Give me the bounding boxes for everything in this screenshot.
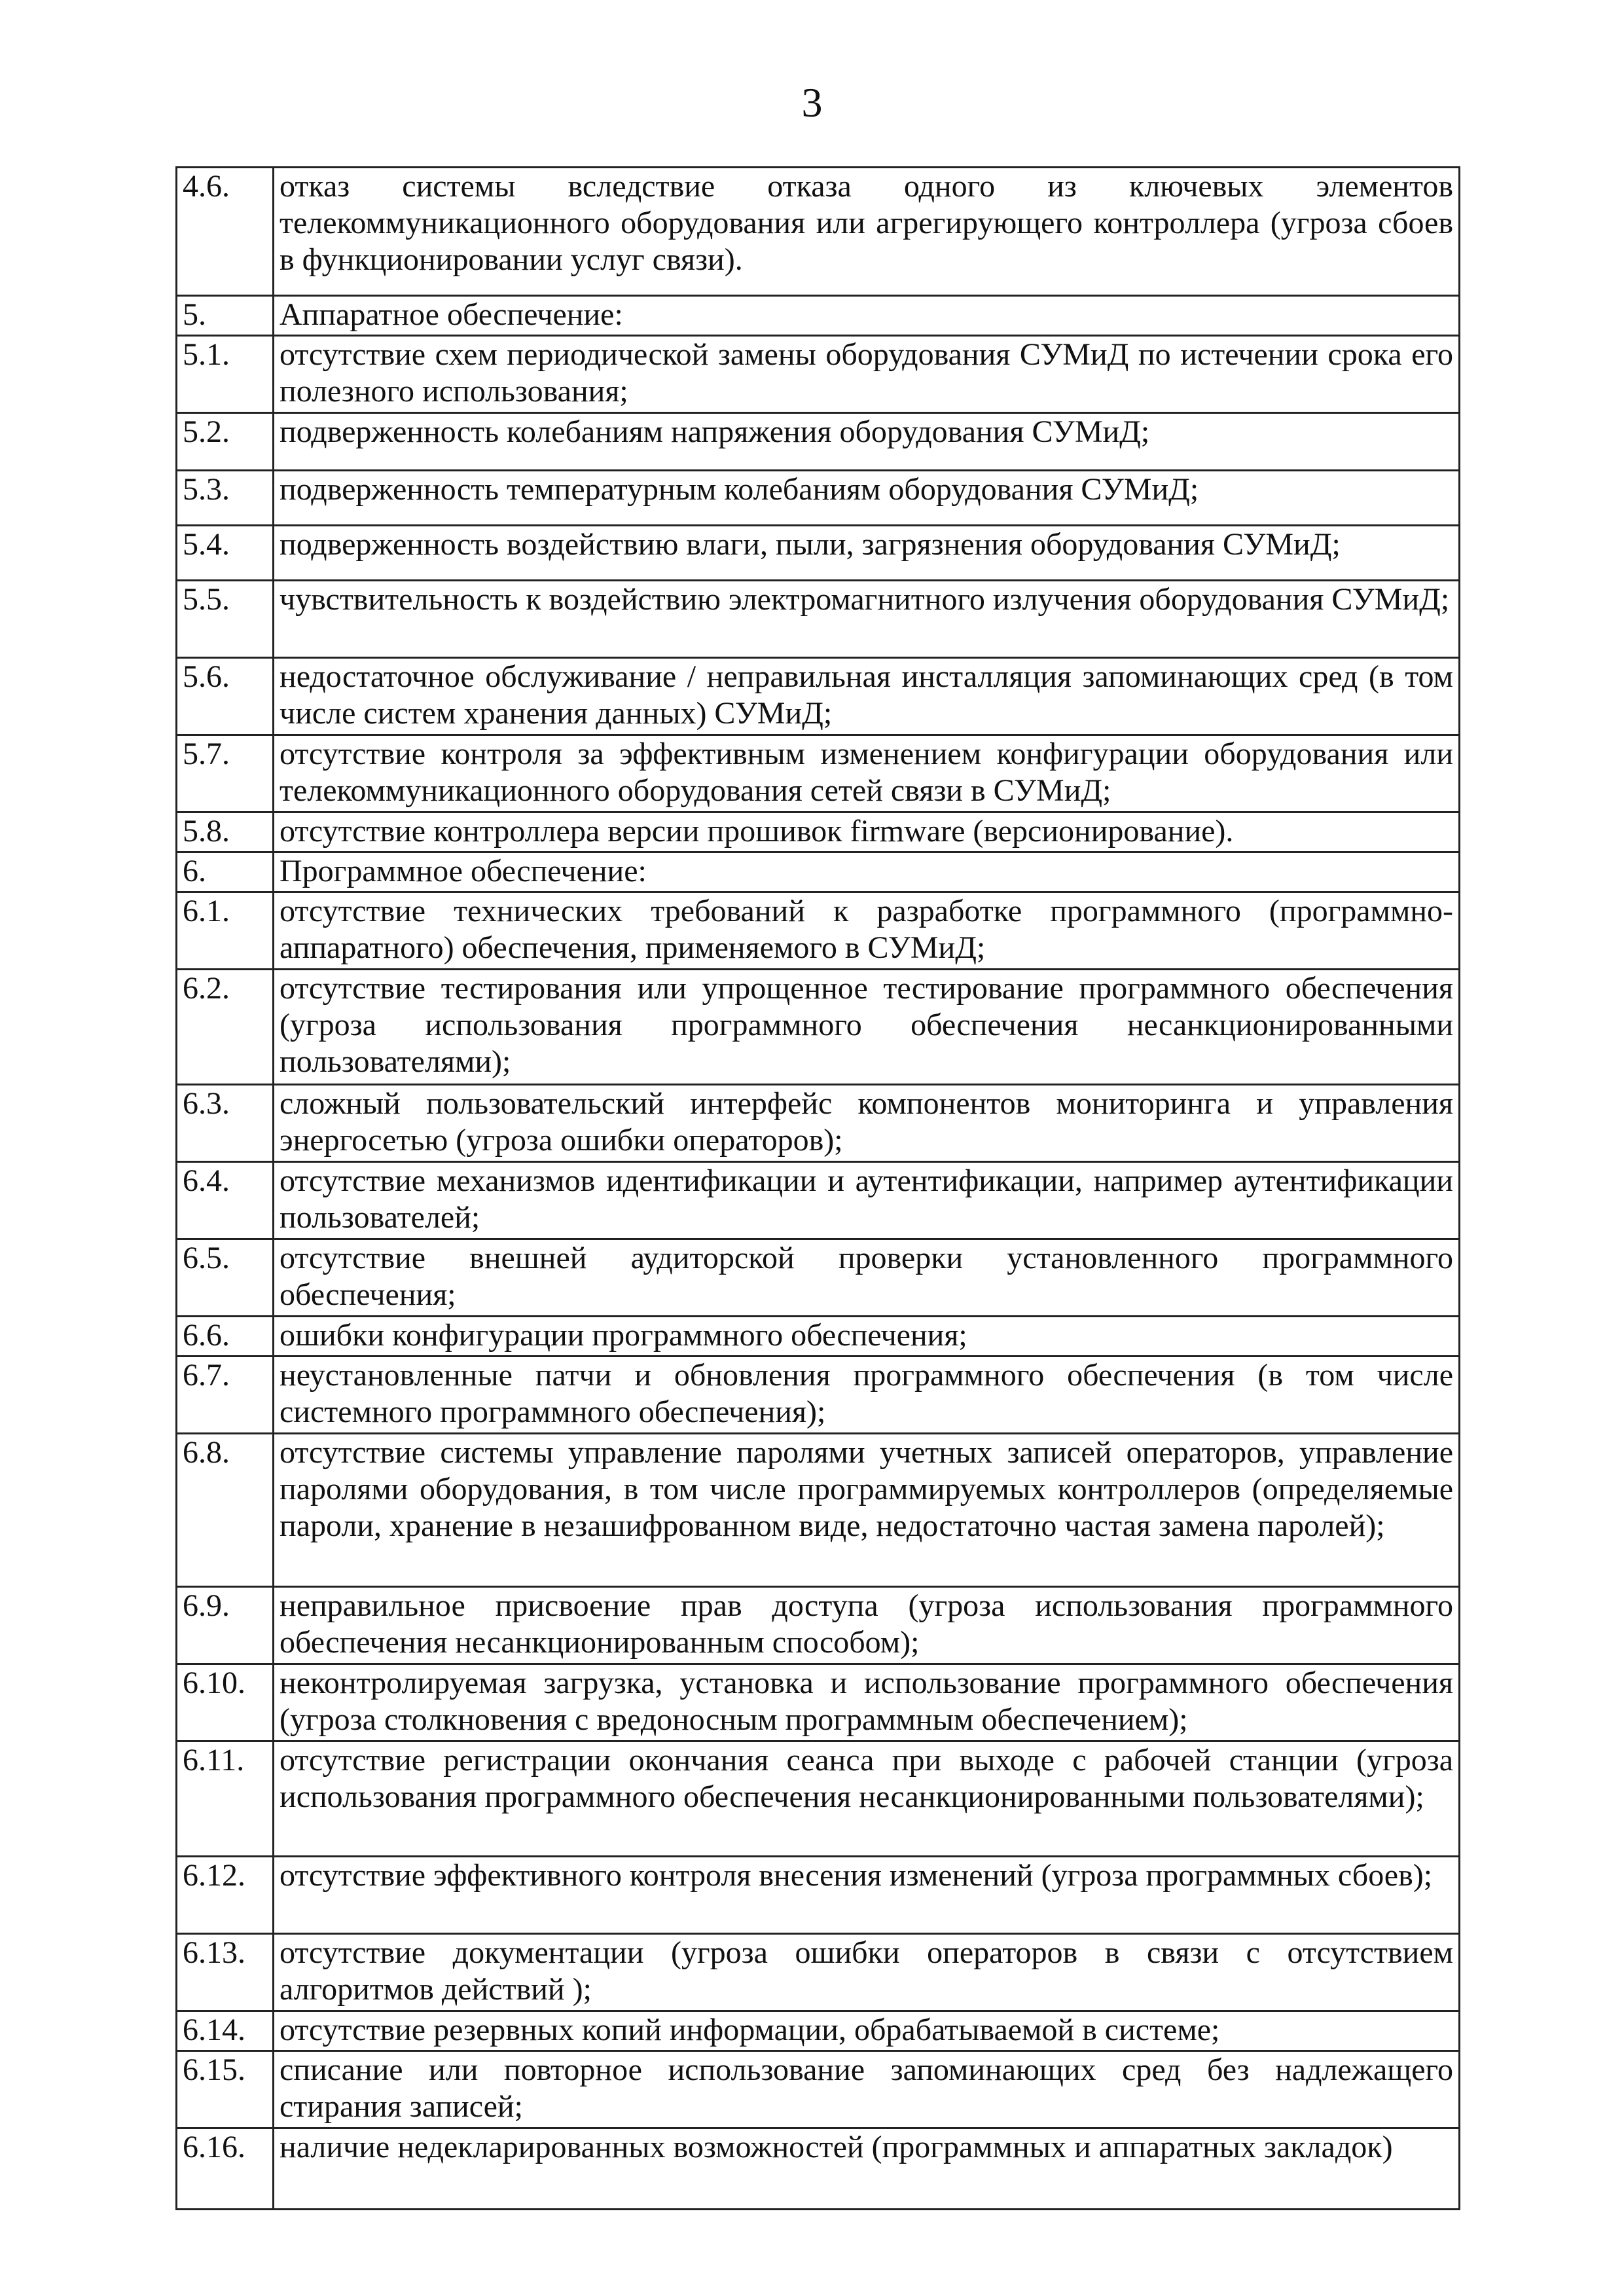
row-text: отсутствие тестирования или упрощенное тестирование программного обеспечения (угроза использования программного обеспечения несанкционированными пользователями); bbox=[274, 970, 1460, 1085]
row-number: 5.7. bbox=[177, 735, 274, 812]
row-number: 6.12. bbox=[177, 1857, 274, 1934]
row-text: наличие недекларированных возможностей (программных и аппаратных закладок) bbox=[274, 2128, 1460, 2210]
row-number: 6.11. bbox=[177, 1741, 274, 1857]
row-text: неконтролируемая загрузка, установка и использование программного обеспечения (угроза столкновения с вредоносным программным обеспечением); bbox=[274, 1664, 1460, 1741]
row-text: отсутствие документации (угроза ошибки операторов в связи с отсутствием алгоритмов действий ); bbox=[274, 1934, 1460, 2011]
row-text: подверженность воздействию влаги, пыли, загрязнения оборудования СУМиД; bbox=[274, 526, 1460, 581]
table-row bbox=[177, 2011, 1460, 2051]
table-row bbox=[177, 2128, 1460, 2210]
table-row bbox=[177, 296, 1460, 336]
table-row bbox=[177, 526, 1460, 581]
row-text: отказ системы вследствие отказа одного из ключевых элементов телекоммуникационного оборудования или агрегирующего контроллера (угроза сбоев в функционировании услуг связи). bbox=[274, 168, 1460, 296]
row-text: отсутствие внешней аудиторской проверки установленного программного обеспечения; bbox=[274, 1239, 1460, 1317]
table-row bbox=[177, 892, 1460, 970]
row-number: 6.7. bbox=[177, 1357, 274, 1434]
row-number: 6.14. bbox=[177, 2011, 274, 2051]
row-number: 5.6. bbox=[177, 658, 274, 735]
row-number: 6.4. bbox=[177, 1162, 274, 1239]
row-number: 6.16. bbox=[177, 2128, 274, 2210]
table-row bbox=[177, 735, 1460, 812]
row-number: 5.1. bbox=[177, 336, 274, 413]
table-row bbox=[177, 1357, 1460, 1434]
row-number: 6.13. bbox=[177, 1934, 274, 2011]
row-text: Аппаратное обеспечение: bbox=[274, 296, 1460, 336]
page-number: 3 bbox=[801, 79, 823, 126]
row-text: отсутствие контроллера версии прошивок firmware (версионирование). bbox=[274, 812, 1460, 852]
row-text: подверженность температурным колебаниям оборудования СУМиД; bbox=[274, 471, 1460, 526]
row-text: отсутствие системы управление паролями учетных записей операторов, управление паролями оборудования, в том числе программируемых контроллеров (определяемые пароли, хранение в незашифрованном виде, недостаточно частая замена паролей); bbox=[274, 1434, 1460, 1587]
row-text: неправильное присвоение прав доступа (угроза использования программного обеспечения несанкционированным способом); bbox=[274, 1587, 1460, 1664]
table-row bbox=[177, 336, 1460, 413]
table-body bbox=[177, 168, 1460, 2210]
table-row bbox=[177, 812, 1460, 852]
row-number: 6.15. bbox=[177, 2051, 274, 2128]
row-text: отсутствие регистрации окончания сеанса при выходе с рабочей станции (угроза использования программного обеспечения несанкционированными пользователями); bbox=[274, 1741, 1460, 1857]
row-number: 6.1. bbox=[177, 892, 274, 970]
row-text: отсутствие эффективного контроля внесения изменений (угроза программных сбоев); bbox=[274, 1857, 1460, 1934]
row-number: 5. bbox=[177, 296, 274, 336]
table-row bbox=[177, 1587, 1460, 1664]
row-number: 5.5. bbox=[177, 581, 274, 658]
row-text: ошибки конфигурации программного обеспечения; bbox=[274, 1317, 1460, 1357]
row-text: сложный пользовательский интерфейс компонентов мониторинга и управления энергосетью (угроза ошибки операторов); bbox=[274, 1085, 1460, 1162]
table-row bbox=[177, 1434, 1460, 1587]
row-number: 5.2. bbox=[177, 413, 274, 471]
row-text: чувствительность к воздействию электромагнитного излучения оборудования СУМиД; bbox=[274, 581, 1460, 658]
table-row bbox=[177, 1664, 1460, 1741]
row-text: списание или повторное использование запоминающих сред без надлежащего стирания записей; bbox=[274, 2051, 1460, 2128]
table-row bbox=[177, 1317, 1460, 1357]
table-row bbox=[177, 658, 1460, 735]
row-number: 6.2. bbox=[177, 970, 274, 1085]
row-text: подверженность колебаниям напряжения оборудования СУМиД; bbox=[274, 413, 1460, 471]
row-text: отсутствие резервных копий информации, обрабатываемой в системе; bbox=[274, 2011, 1460, 2051]
row-number: 6.3. bbox=[177, 1085, 274, 1162]
table-row bbox=[177, 1741, 1460, 1857]
table-row bbox=[177, 471, 1460, 526]
row-text: отсутствие схем периодической замены оборудования СУМиД по истечении срока его полезного использования; bbox=[274, 336, 1460, 413]
table-row bbox=[177, 168, 1460, 296]
table-row bbox=[177, 852, 1460, 892]
row-text: отсутствие технических требований к разработке программного (программно-аппаратного) обеспечения, применяемого в СУМиД; bbox=[274, 892, 1460, 970]
row-number: 5.4. bbox=[177, 526, 274, 581]
table-row bbox=[177, 413, 1460, 471]
table-row bbox=[177, 970, 1460, 1085]
row-text: недостаточное обслуживание / неправильная инсталляция запоминающих сред (в том числе систем хранения данных) СУМиД; bbox=[274, 658, 1460, 735]
row-number: 5.3. bbox=[177, 471, 274, 526]
row-text: Программное обеспечение: bbox=[274, 852, 1460, 892]
table-row bbox=[177, 1239, 1460, 1317]
row-number: 6. bbox=[177, 852, 274, 892]
row-text: неустановленные патчи и обновления программного обеспечения (в том числе системного программного обеспечения); bbox=[274, 1357, 1460, 1434]
row-text: отсутствие механизмов идентификации и аутентификации, например аутентификации пользователей; bbox=[274, 1162, 1460, 1239]
row-number: 6.6. bbox=[177, 1317, 274, 1357]
row-number: 6.10. bbox=[177, 1664, 274, 1741]
row-number: 5.8. bbox=[177, 812, 274, 852]
table-row bbox=[177, 2051, 1460, 2128]
table-row bbox=[177, 1934, 1460, 2011]
row-number: 6.5. bbox=[177, 1239, 274, 1317]
vulnerability-table bbox=[175, 166, 1460, 2210]
table-row bbox=[177, 1857, 1460, 1934]
row-text: отсутствие контроля за эффективным изменением конфигурации оборудования или телекоммуникационного оборудования сетей связи в СУМиД; bbox=[274, 735, 1460, 812]
row-number: 4.6. bbox=[177, 168, 274, 296]
table-row bbox=[177, 1162, 1460, 1239]
row-number: 6.8. bbox=[177, 1434, 274, 1587]
table-row bbox=[177, 581, 1460, 658]
table-row bbox=[177, 1085, 1460, 1162]
row-number: 6.9. bbox=[177, 1587, 274, 1664]
